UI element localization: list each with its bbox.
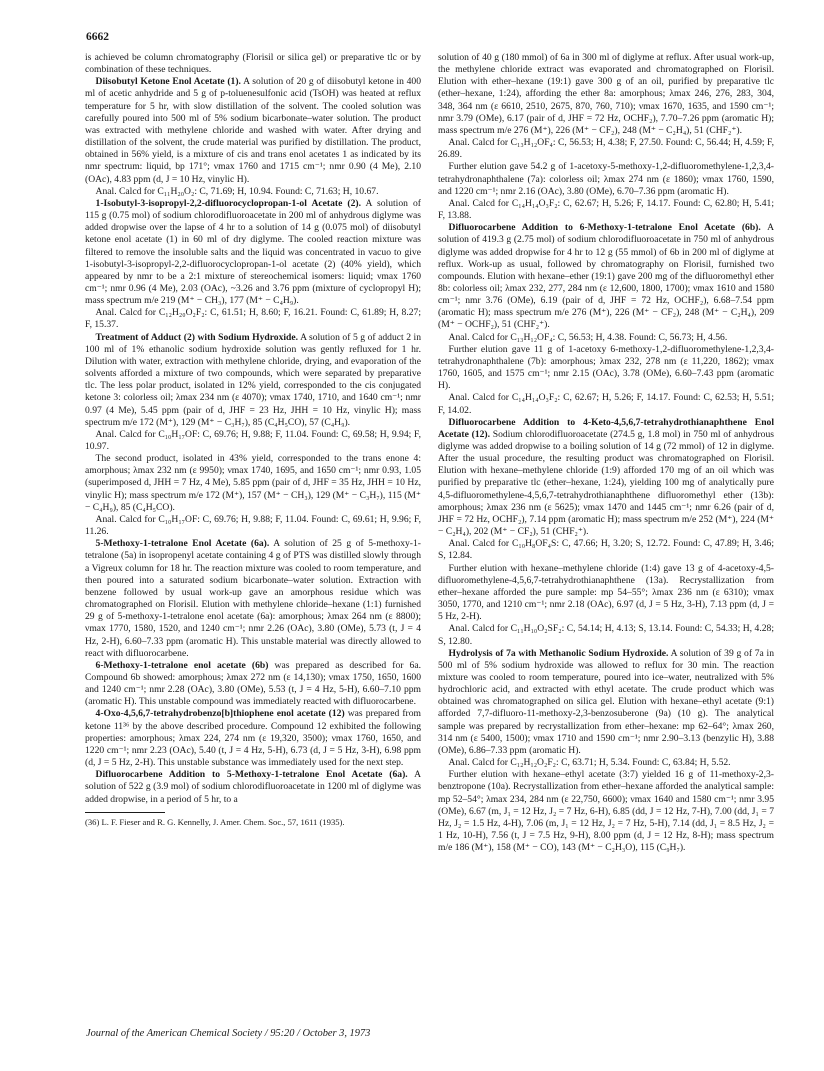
section-heading: Hydrolysis of 7a with Methanolic Sodium Hydroxide. — [448, 647, 669, 659]
paragraph-text: Anal. Calcd for C₁₁H₂₀O₂: C, 71.69; H, 10.94. Found: C, 71.63; H, 10.67. — [95, 185, 379, 197]
paragraph — [438, 332, 774, 344]
page-number: 6662 — [86, 31, 109, 43]
paragraph-text: Anal. Calcd for C₁₂H₂₀O₂F₂: C, 61.51; H, 8.60; F, 16.21. Found: C, 61.89; H, 8.27; F, 15.37. — [85, 307, 421, 331]
footnote: (36) L. F. Fieser and R. G. Kennelly, J. Amer. Chem. Soc., 57, 1611 (1935). — [85, 816, 345, 827]
left-column — [85, 52, 421, 827]
paragraph-text: A solution of 25 g of 5-methoxy-1-tetralone (5a) in isopropenyl acetate containing 4 g of PTS was distilled slowly through a Vigreux column for 18 hr. The reaction mixture was cooled to room temperature, and then poured into a saturated sodium bicarbonate–water solution. Extraction with benzene followed by usual work-up gave an amorphous residue which was chromatographed on Florisil. Elution with methylene chloride–hexane (1:1) furnished 29 g of 5-methoxy-1-tetralone enol acetate (6a): amorphous; λmax 264 nm (ε 8800); νmax 1770, 1580, 1520, and 1240 cm⁻¹; nmr 2.26 (OAc), 3.80 (OMe), 5.73 (t, J = 4 Hz, 2-H), 6.60–7.33 ppm (aromatic H). This unstable material was directly allowed to react with difluorocarbene. — [85, 538, 421, 659]
paragraph-text: Anal. Calcd for C₁₃H₁₂OF₄: C, 56.53; H, 4.38; F, 27.50. Found: C, 56.44; H, 4.59; F, 26.89. — [438, 137, 774, 161]
section-heading: Difluorocarbene Addition to 4-Keto-4,5,6,7-tetrahydrothianaphthene Enol Acetate (12). — [438, 416, 774, 440]
paragraph — [85, 198, 421, 307]
paragraph — [85, 429, 421, 453]
journal-footer: Journal of the American Chemical Society / 95:20 / October 3, 1973 — [86, 1028, 371, 1039]
section-heading: 6-Methoxy-1-tetralone enol acetate (6b) — [95, 659, 269, 671]
paragraph-text: A solution of 522 g (3.9 mol) of sodium chlorodifluoroacetate in 1200 ml of diglyme was added dropwise, in a period of 5 hr, to a — [85, 769, 421, 805]
paragraph — [438, 563, 774, 624]
paragraph-text: A solution of 5 g of adduct 2 in 100 ml of 1% ethanolic sodium hydroxide solution was gently refluxed for 1 hr. Dilution with water, extraction with methylene chloride, drying, and evaporation of the solvents afforded a mixture of two compounds, which were separated by preparative tlc. The less polar product, isolated in 12% yield, corresponded to the cis conjugated ketone 3: colorless oil; λmax 234 nm (ε 4070); νmax 1740, 1710, and 1640 cm⁻¹; nmr 0.97 (4 Me), 5.45 ppm (pair of d, JHF = 23 Hz, JHH = 10 Hz, vinylic H); mass spectrum m/e 172 (M⁺), 129 (M⁺ − C₃H₇), 85 (C₄H₅CO), 57 (C₄H₉). — [85, 331, 421, 428]
paragraph-text: A solution of 115 g (0.75 mol) of sodium chlorodifluoroacetate in 200 ml of anhydrous diglyme was added dropwise over the lapse of 4 hr to a solution of 14 g (0.075 mol) of diisobutyl ketone enol acetate (1) in 60 ml of dry diglyme. The cooled reaction mixture was filtered to remove the insoluble salts and the liquid was concentrated in vacuo to give 1-isobutyl-3-isopropyl-2,2-difluorocyclopropan-1-ol acetate (2) (40% yield), which appeared by nmr to be a 2:1 mixture of stereochemical isomers: liquid; νmax 1760 cm⁻¹; nmr 0.96 (4 Me), 2.03 (OAc), ~3.26 and 3.76 ppm (mixture of cyclopropyl H); mass spectrum m/e 219 (M⁺ − CH₃), 177 (M⁺ − C₄H₉). — [85, 197, 422, 307]
paragraph-text: A solution of 20 g of diisobutyl ketone in 400 ml of acetic anhydride and 5 g of p-toluenesulfonic acid (TsOH) was heated at reflux temperature for 5 hr, with slow distillation of the solvent. The cooled solution was carefully poured into 500 ml of 5% sodium bicarbonate–water solution. The product was extracted with methylene chloride and washed with water. After drying and distillation of the solvent, the crude material was purified by distillation. The product, obtained in 56% yield, is a mixture of cis and trans enol acetates 1 as indicated by its nmr spectrum: liquid, bp 171°; νmax 1760 and 1715 cm⁻¹; nmr 0.90 (4 Me), 2.10 (OAc), 4.83 ppm (d, J = 10 Hz, vinylic H). — [85, 76, 421, 185]
paragraph-text: A solution of 39 g of 7a in 500 ml of 5% sodium hydroxide was allowed to reflux for 30 min. The reaction mixture was cooled to room temperature, poured into ice–water, neutralized with 5% hydrochloric acid, and extracted with ethyl acetate. The crude product which was obtained was chromatographed on silica gel. Elution with hexane–ethyl acetate (9:1) afforded 7,7-difluoro-11-methoxy-2,3-benzosuberone (9a) (10 g). The analytical sample was prepared by recrystallization from ether–hexane: mp 62–64°; λmax 260, 314 nm (ε 5400, 1500); νmax 1710 and 1590 cm⁻¹; nmr 2.90–3.13 (benzylic H), 3.88 (OMe), 6.86–7.33 ppm (aromatic H). — [438, 647, 774, 756]
section-heading: 5-Methoxy-1-tetralone Enol Acetate (6a). — [95, 538, 270, 550]
paragraph — [438, 417, 774, 539]
right-column — [438, 52, 774, 854]
left-column-paragraphs — [85, 52, 421, 806]
paragraph-text: The second product, isolated in 43% yield, corresponded to the trans enone 4: amorphous; λmax 232 nm (ε 9950); νmax 1740, 1695, and 1650 cm⁻¹; nmr 0.93, 1.05 (superimposed d, JHH = 7 Hz, 4 Me), 5.85 ppm (pair of d, JHF = 35 Hz, JHH = 10 Hz, vinylic H); mass spectrum m/e 172 (M⁺), 157 (M⁺ − CH₃), 129 (M⁺ − C₃H₇), 115 (M⁺ − C₄H₉), 85 (C₄H₅CO). — [85, 453, 421, 513]
paragraph — [85, 76, 421, 185]
paragraph-text: was prepared as described for 6a. Compound 6b showed: amorphous; λmax 272 nm (ε 14,130); νmax 1750, 1650, 1600 and 1240 cm⁻¹; nmr 2.28 (OAc), 3.80 (OMe), 5.53 (t, J = 4 Hz, 5-H), 6.60–7.10 ppm (aromatic H). This unstable compound was immediately reacted with difluorocarbene. — [85, 659, 422, 708]
section-heading: Difluorocarbene Addition to 5-Methoxy-1-tetralone Enol Acetate (6a). — [95, 769, 408, 781]
paragraph-text: Further elution with hexane–methylene chloride (1:4) gave 13 g of 4-acetoxy-4,5-difluoromethylene-4,5,6,7-tetrahydrothianaphthene (13a). Recrystallization from ether–hexane afforded the pure sample: mp 54–55°; λmax 236 nm (ε 6310); νmax 3050, 1770, and 1210 cm⁻¹; nmr 2.18 (OAc), 6.97 (d, J = 5 Hz, 3-H), 7.13 ppm (d, J = 5 Hz, 2-H). — [438, 562, 774, 623]
section-heading: Difluorocarbene Addition to 6-Methoxy-1-tetralone Enol Acetate (6b). — [448, 222, 761, 234]
paragraph-text: is achieved be column chromatography (Florisil or silica gel) or preparative tlc or by combination of these techniques. — [85, 52, 421, 76]
paragraph-text: Anal. Calcd for C₁₀H₁₇OF: C, 69.76; H, 9.88; F, 11.04. Found: C, 69.61; H, 9.96; F, 11.26. — [85, 513, 421, 538]
paragraph — [85, 514, 421, 538]
paragraph-text: solution of 40 g (180 mmol) of 6a in 300 ml of diglyme at reflux. After usual work-up, the methylene chloride extract was evaporated and chromatographed on Florisil. Elution with ether–hexane (19:1) gave 300 g of an oil, purified by preparative tlc (ether–hexane, 1:24), affording the ether 8a: amorphous; λmax 246, 276, 283, 304, 348, 364 nm (ε 6610, 2510, 2675, 870, 760, 710); νmax 1670, 1635, and 1590 cm⁻¹; nmr 3.79 (OMe), 6.17 (pair of d, JHF = 72 Hz, OCHF₂), 7.70–7.26 ppm (aromatic H); mass spectrum m/e 276 (M⁺), 226 (M⁺ − CF₂), 248 (M⁺ − C₂H₄), 51 (CHF₂⁺). — [438, 52, 774, 136]
paragraph — [85, 52, 421, 76]
paragraph — [438, 769, 774, 854]
right-column-paragraphs — [438, 52, 774, 854]
paragraph-text: Further elution gave 54.2 g of 1-acetoxy-5-methoxy-1,2-difluoromethylene-1,2,3,4-tetrahydronaphthalene (7a): colorless oil; λmax 274 nm (ε 1860); νmax 1760, 1590, and 1220 cm⁻¹; nmr 2.16 (OAc), 3.80 (OMe), 6.70–7.36 ppm (aromatic H). — [438, 161, 774, 197]
paragraph-text: Anal. Calcd for C₁₃H₁₂OF₄: C, 56.53; H, 4.38. Found: C, 56.73; H, 4.56. — [448, 331, 728, 343]
paragraph — [85, 538, 421, 660]
paragraph — [438, 344, 774, 393]
paragraph-text: Anal. Calcd for C₁₁H₁₀O₂SF₂: C, 54.14; H, 4.13; S, 13.14. Found: C, 54.33; H, 4.28; S, 12.80. — [438, 623, 774, 647]
paragraph-text: Further elution gave 11 g of 1-acetoxy 6-methoxy-1,2-difluoromethylene-1,2,3,4-tetrahydronaphthalene (7b): amorphous; λmax 232, 278 nm (ε 11,220, 1862); νmax 1760, 1605, and 1575 cm⁻¹; nmr 2.15 (OAc), 3.78 (OMe), 6.60–7.43 ppm (aromatic H). — [438, 343, 774, 392]
section-heading: 1-Isobutyl-3-isopropyl-2,2-difluorocyclopropan-1-ol Acetate (2). — [95, 197, 361, 209]
paragraph-text: A solution of 419.3 g (2.75 mol) of sodium chlorodifluoroacetate in 750 ml of anhydrous diglyme was added dropwise for 4 hr to 12 g (55 mmol) of 6b in 200 ml of diglyme at reflux. Work-up as usual, followed by chromatography on Florisil, furnished two compounds. Elution with hexane–ether (19:1) gave 200 mg of the difluoromethyl ether 8b: colorless oil; λmax 232, 277, 284 nm (ε 12,600, 1800, 1700); νmax 1610 and 1580 cm⁻¹; nmr 3.76 (OMe), 6.19 (pair of d, JHF = 72 Hz, OCHF₂), 6.68–7.54 ppm (aromatic H); mass spectrum m/e 276 (M⁺), 226 (M⁺ − CF₂), 248 (M⁺ − C₂H₄), 209 (M⁺ − OCHF₂), 51 (CHF₂⁺). — [438, 222, 774, 331]
section-heading: Diisobutyl Ketone Enol Acetate (1). — [95, 76, 241, 88]
paragraph-text: was prepared from ketone 11³⁶ by the above described procedure. Compound 12 exhibited the following properties: amorphous; λmax 224, 274 nm (ε 19,320, 3500); νmax 1760, 1650, and 1220 cm⁻¹; nmr 2.23 (OAc), 5.40 (t, J = 4 Hz, 5-H), 6.73 (d, J = 5 Hz, 3-H), 6.98 ppm (d, J = 5 Hz, 2-H). This unstable substance was immediately used for the next step. — [85, 708, 421, 769]
paragraph-text: Anal. Calcd for C₁₄H₁₄O₃F₂: C, 62.67; H, 5.26; F, 14.17. Found: C, 62.53; H, 5.51; F, 14.02. — [438, 392, 774, 416]
paragraph — [438, 392, 774, 416]
paragraph — [85, 307, 421, 331]
paragraph — [438, 222, 774, 331]
paragraph — [85, 186, 421, 198]
paragraph-text: Further elution with hexane–ethyl acetate (3:7) yielded 16 g of 11-methoxy-2,3-benztropone (10a). Recrystallization from ether–hexane afforded the analytical sample: mp 52–54°; λmax 234, 284 nm (ε 22,750, 6600); νmax 1640 and 1580 cm⁻¹; nmr 3.95 (OMe), 6.67 (m, J₁ = 12 Hz, J₂ = 7 Hz, 6-H), 6.85 (dd, J = 12 Hz, 7-H), 7.00 (dd, J₁ = 7 Hz, J₂ = 1.5 Hz, 4-H), 7.06 (m, J₁ = 12 Hz, J₂ = 7 Hz, 5-H), 7.14 (dd, J₁ = 8.5 Hz, J₂ = 1 Hz, 10-H), 7.56 (t, J = 7.5 Hz, 9-H), 8.00 ppm (d, J = 12 Hz, 8-H); mass spectrum m/e 186 (M⁺), 158 (M⁺ − CO), 143 (M⁺ − C₂H₃O), 115 (C₉H₇). — [438, 769, 774, 854]
paragraph-text: Anal. Calcd for C₁₂H₁₂O₂F₂: C, 63.71; H, 5.34. Found: C, 63.84; H, 5.52. — [448, 757, 731, 769]
paragraph — [85, 453, 421, 514]
paragraph — [85, 769, 421, 805]
paragraph — [438, 137, 774, 161]
paragraph-text: Anal. Calcd for C₁₄H₁₄O₃F₂: C, 62.67; H, 5.26; F, 14.17. Found: C, 62.80; H, 5.41; F, 13.88. — [438, 197, 774, 222]
paragraph — [438, 648, 774, 757]
paragraph — [85, 708, 421, 769]
footnote-divider — [85, 812, 165, 813]
paragraph-text: Anal. Calcd for C₁₀H₈OF₄S: C, 47.66; H, 3.20; S, 12.72. Found: C, 47.89; H, 3.46; S, 12.84. — [438, 538, 774, 562]
section-heading: 4-Oxo-4,5,6,7-tetrahydrobenzo[b]thiophene enol acetate (12) — [95, 708, 345, 720]
paragraph — [85, 332, 421, 429]
paragraph — [438, 161, 774, 197]
paragraph — [438, 757, 774, 769]
paragraph — [438, 538, 774, 562]
paragraph — [85, 660, 421, 709]
paragraph — [438, 52, 774, 137]
paragraph — [438, 198, 774, 222]
section-heading: Treatment of Adduct (2) with Sodium Hydroxide. — [95, 331, 299, 343]
paragraph — [438, 623, 774, 647]
paragraph-text: Sodium chlorodifluoroacetate (274.5 g, 1.8 mol) in 750 ml of anhydrous diglyme was added dropwise to a boiling solution of 14 g (72 mmol) of 12 in diglyme. After the usual procedure, the resulting product was chromatographed on Florisil. Elution with hexane–methylene chloride (1:9) afforded 170 mg of an oil which was purified by preparative tlc (ether–hexane, 1:24), yielding 100 mg of analytically pure 4,5-difluoromethylene-4,5,6,7-tetrahydrothianaphthene difluoromethyl ether (13b): amorphous; λmax 236 nm (ε 5625); νmax 1470 and 1445 cm⁻¹; nmr 6.26 (pair of d, JHF = 72 Hz, OCHF₂), 7.14 ppm (aromatic H); mass spectrum m/e 252 (M⁺), 224 (M⁺ − C₂H₄), 202 (M⁺ − CF₂), 51 (CHF₂⁺). — [438, 428, 775, 538]
paragraph-text: Anal. Calcd for C₁₀H₁₇OF: C, 69.76; H, 9.88; F, 11.04. Found: C, 69.58; H, 9.94; F, 10.97. — [85, 428, 421, 452]
